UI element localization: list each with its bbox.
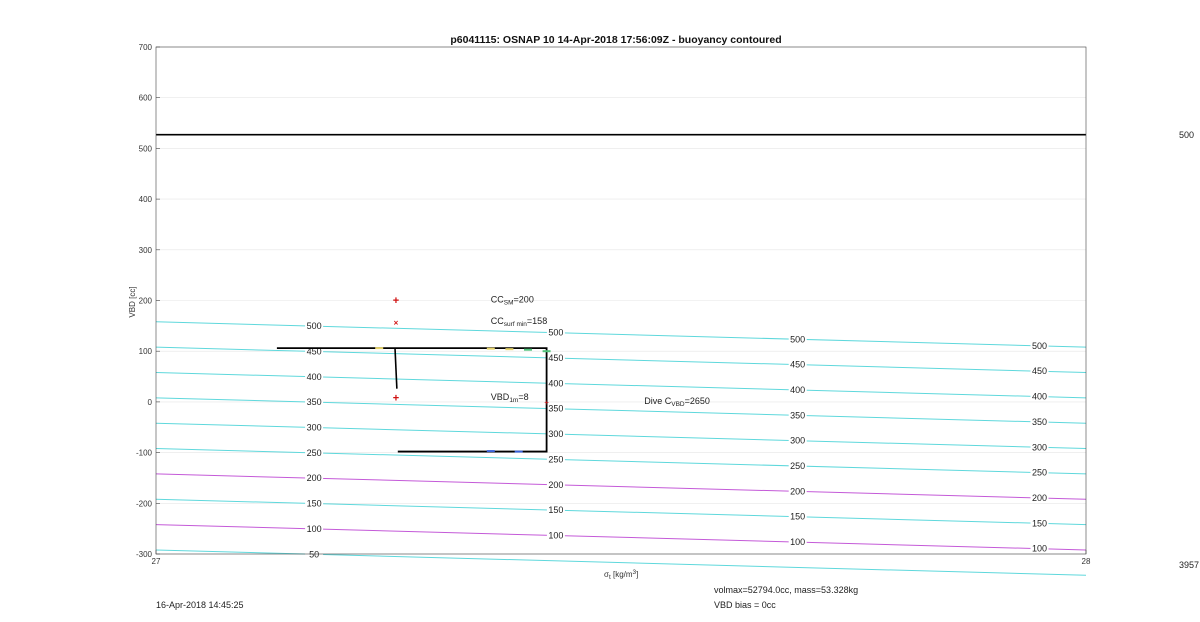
contour-label-0-0: 500 xyxy=(306,321,322,332)
contour-label-3-8: 100 xyxy=(1031,543,1048,554)
profile-sample-1 xyxy=(487,348,495,350)
contour-label-2-8: 100 xyxy=(790,537,806,548)
marker-1: × xyxy=(393,318,399,328)
contour-label-1-0: 500 xyxy=(548,327,564,338)
contour-label-1-8: 100 xyxy=(548,530,564,541)
contour-label-1-4: 300 xyxy=(548,429,564,440)
y-tick-label-10: -300 xyxy=(135,550,152,559)
contour-label-2-1: 450 xyxy=(790,359,806,370)
y-axis-label: VBD [cc] xyxy=(128,286,137,318)
contour-label-0-2: 400 xyxy=(306,371,322,382)
footer-vbd-bias: VBD bias = 0cc xyxy=(714,600,776,610)
contour-label-3-6: 200 xyxy=(1031,492,1048,503)
marker-label-main-1: CC xyxy=(490,315,504,326)
contour-label-0-5: 250 xyxy=(306,447,322,458)
x-axis-label-end: ] xyxy=(636,570,639,579)
x-axis-label xyxy=(604,569,638,581)
contour-label-0-1: 450 xyxy=(306,346,322,357)
x-axis-label-unit: [kg/m xyxy=(610,570,633,579)
marker-0: + xyxy=(392,295,400,307)
footer-timestamp: 16-Apr-2018 14:45:25 xyxy=(156,600,244,610)
y-tick-label-8: -100 xyxy=(135,448,152,458)
contour-label-2-6: 200 xyxy=(790,486,806,497)
contour-label-2-4: 300 xyxy=(790,435,806,446)
contour-label-1-7: 150 xyxy=(548,505,564,516)
contour-label-0-6: 200 xyxy=(306,473,322,484)
dive-label-sub: VBD xyxy=(671,400,685,408)
y-tick-label-6: 100 xyxy=(138,347,152,357)
contour-label-0-7: 150 xyxy=(306,498,322,509)
marker-2: + xyxy=(392,392,400,405)
marker-label-sub-2: 1m xyxy=(509,396,519,404)
y-tick-label-1: 600 xyxy=(138,93,152,103)
contour-label-1-1: 450 xyxy=(548,353,564,364)
contour-label-1-6: 200 xyxy=(548,479,564,490)
footer-volmax: volmax=52794.0cc, mass=53.328kg xyxy=(714,585,859,595)
contour-label-3-1: 450 xyxy=(1031,366,1048,377)
marker-label-value-1: =158 xyxy=(526,315,548,326)
x-axis-label-main: σ xyxy=(604,570,609,579)
contour-label-2-7: 150 xyxy=(790,511,806,522)
contour-label-2-2: 400 xyxy=(790,384,806,395)
y-tick-label-3: 400 xyxy=(138,195,152,205)
contour-label-3-2: 400 xyxy=(1031,391,1048,402)
y-tick-label-2: 500 xyxy=(138,144,152,154)
x-axis-label-sub: t xyxy=(608,574,611,581)
contour-label-1-3: 350 xyxy=(548,403,564,414)
contour-label-3-4: 300 xyxy=(1031,442,1048,453)
profile-sample-2 xyxy=(505,348,513,350)
x-tick-label-0: 27 xyxy=(151,557,161,566)
y-tick-label-5: 200 xyxy=(138,296,152,306)
y-tick-label-4: 300 xyxy=(138,245,152,255)
contour-label-2-5: 250 xyxy=(790,461,806,472)
contour-label-1-2: 400 xyxy=(548,378,564,389)
x-axis-label-sup: 3 xyxy=(632,569,637,576)
chart-title: p6041115: OSNAP 10 14-Apr-2018 17:56:09Z - buoyancy contoured xyxy=(450,34,782,46)
contour-label-2-0: 500 xyxy=(790,334,806,345)
marker-label-sub-0: SM xyxy=(503,299,514,307)
contour-label-0-8: 100 xyxy=(306,523,322,534)
profile-sample-4 xyxy=(543,350,551,352)
marker-label-value-2: =8 xyxy=(518,391,529,402)
contour-label-0-9: 50 xyxy=(309,549,320,560)
profile-sample-6 xyxy=(515,451,523,453)
y-tick-label-9: -200 xyxy=(135,499,152,509)
right-label-bottom: 3957 xyxy=(1179,560,1200,570)
contour-label-2-3: 350 xyxy=(790,410,806,421)
contour-label-3-7: 150 xyxy=(1031,518,1048,529)
right-label-top: 500 xyxy=(1179,130,1195,140)
marker-label-value-0: =200 xyxy=(513,294,534,305)
y-tick-label-0: 700 xyxy=(138,43,152,52)
marker-label-main-2: VBD xyxy=(490,391,510,402)
x-tick-label-1: 28 xyxy=(1081,557,1091,566)
dive-label-value: =2650 xyxy=(684,395,710,406)
contour-label-3-0: 500 xyxy=(1031,340,1048,351)
contour-label-0-4: 300 xyxy=(306,422,322,433)
contour-label-0-3: 350 xyxy=(306,397,322,408)
dive-label-main: Dive C xyxy=(644,395,672,406)
contour-label-1-5: 250 xyxy=(548,454,564,465)
profile-sample-5 xyxy=(487,450,495,452)
profile-sample-3 xyxy=(524,349,532,351)
profile-sample-0 xyxy=(375,347,383,349)
dive-marker: + xyxy=(544,397,549,407)
marker-label-sub-1: surf min xyxy=(503,320,527,328)
y-tick-label-7: 0 xyxy=(147,397,152,407)
contour-label-3-3: 350 xyxy=(1031,416,1048,427)
contour-label-3-5: 250 xyxy=(1031,467,1048,478)
marker-label-main-0: CC xyxy=(490,294,504,305)
